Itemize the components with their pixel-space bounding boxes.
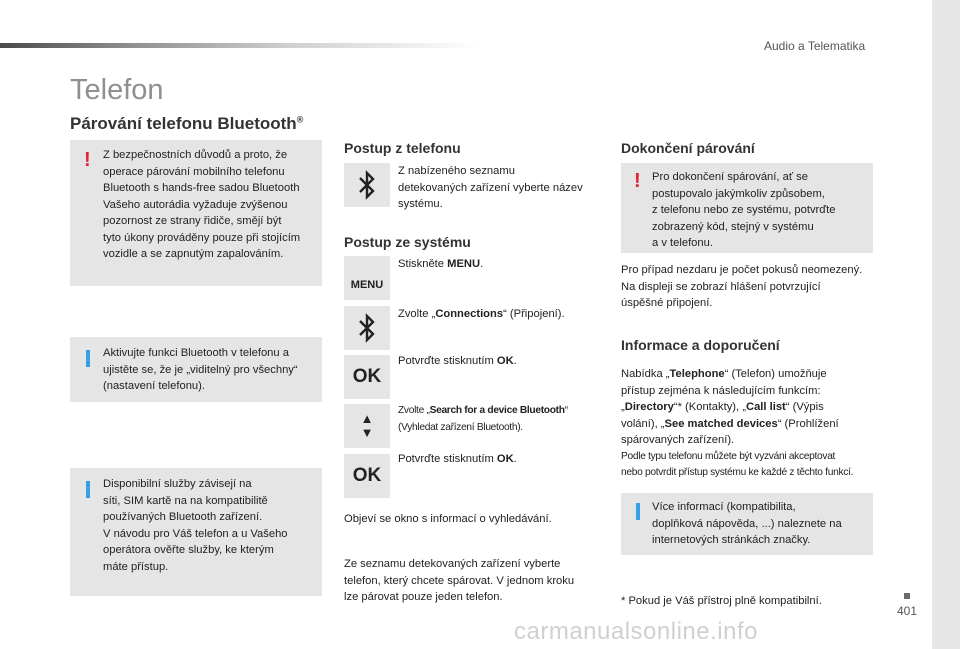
- info-line: používaných Bluetooth zařízení.: [103, 511, 263, 523]
- warning-line: zobrazený kód, stejný v systému: [652, 220, 814, 233]
- step-line: detekovaných zařízení vyberte název: [398, 181, 583, 194]
- step4-text: [398, 403, 608, 436]
- info-line: ujistěte se, že je „viditelný pro všechny“: [103, 363, 298, 376]
- step-keyword: Connections: [435, 308, 504, 320]
- step-keyword: MENU: [447, 258, 481, 270]
- page-edge-strip: [932, 0, 960, 649]
- info-line: doplňková nápověda, ...) naleznete na: [652, 517, 842, 530]
- warning-icon: !: [634, 170, 641, 192]
- keyword: Call list: [745, 401, 786, 413]
- info-text-services: [103, 476, 318, 575]
- para-line: úspěšné připojení.: [621, 297, 713, 309]
- bluetooth-glyph: [356, 170, 378, 200]
- info-text-bluetooth: [103, 345, 318, 395]
- page-marker: [904, 593, 910, 599]
- text-part: “ (Telefon) umožňuje: [724, 368, 827, 380]
- heading-info-recommendations: Informace a doporučení: [621, 337, 780, 353]
- text-part: „: [621, 401, 625, 413]
- step-text-part: Zvolte „: [398, 405, 430, 416]
- info-line-2: přístup zejména k následujícím funkcím:: [621, 384, 821, 397]
- warning-line: pozornost ze strany řidiče, smějí být: [103, 215, 282, 227]
- step-keyword: OK: [496, 453, 514, 465]
- warning-line: Pro dokončení spárování, ať se: [652, 171, 808, 183]
- info-text-website: [652, 499, 867, 549]
- step1-text: [398, 256, 483, 273]
- arrows-glyph: [361, 412, 374, 440]
- info-line: (nastavení telefonu).: [103, 380, 205, 392]
- step-text-part: .: [513, 355, 517, 367]
- warning-line: operace párování mobilního telefonu: [103, 165, 285, 178]
- step3-text: [398, 353, 517, 370]
- step-text-part: Zvolte „: [398, 308, 436, 320]
- select-phone-note: [344, 556, 604, 606]
- warning-line: vozidle a se zapnutým zapalováním.: [103, 248, 284, 260]
- info-line: Disponibilní služby závisejí na: [103, 478, 252, 490]
- para-line: Na displeji se zobrazí hlášení potvrzující: [621, 280, 821, 293]
- warning-line: z telefonu nebo ze systému, potvrďte: [652, 204, 836, 216]
- para-line: Ze seznamu detekovaných zařízení vyberte: [344, 558, 561, 570]
- info-icon: [636, 503, 640, 520]
- step-line: systému.: [398, 198, 443, 210]
- keyword: Telephone: [669, 368, 725, 380]
- step-text-part: “: [564, 405, 568, 416]
- text-part: volání), „: [621, 417, 665, 430]
- step2-text: [398, 306, 565, 323]
- step4-line1: [398, 403, 608, 420]
- step-text-part: “ (Připojení).: [503, 308, 565, 320]
- info-line: máte přístup.: [103, 560, 169, 573]
- info-line: V návodu pro Váš telefon a u Vašeho: [103, 527, 288, 540]
- para-line: lze párovat pouze jeden telefon.: [344, 591, 503, 603]
- section-heading-text: Párování telefonu Bluetooth: [70, 114, 297, 133]
- registered-mark: ®: [296, 114, 304, 125]
- telephone-menu-info: [621, 366, 886, 482]
- ok-button-icon: [344, 355, 390, 399]
- ok-glyph: OK: [352, 366, 382, 387]
- section-label: Audio a Telematika: [764, 39, 866, 53]
- step-text-part: .: [513, 453, 517, 465]
- step-text-part: Stiskněte: [398, 258, 448, 270]
- info-line-5: spárovaných zařízení).: [621, 434, 735, 446]
- keyword: Directory: [624, 401, 674, 413]
- warning-line: Vašeho autorádia vyžaduje zvýšenou: [103, 198, 288, 211]
- ok-button-icon: [344, 454, 390, 498]
- warning-line: tyto úkony prováděny pouze při stojícím: [103, 231, 301, 244]
- info-line-1: [621, 366, 886, 383]
- bluetooth-glyph: [356, 313, 378, 343]
- info-line: operátora ověřte služby, ke kterým: [103, 544, 274, 556]
- info-line-6: Podle typu telefonu můžete být vyzváni akceptovat: [621, 450, 836, 462]
- down-arrow-icon: ▼: [360, 425, 374, 440]
- info-line: internetových stránkách značky.: [652, 534, 811, 546]
- step-keyword: Search for a device Bluetooth: [429, 405, 565, 416]
- step-text-part: .: [480, 258, 484, 270]
- header-gradient-bar: [0, 43, 480, 48]
- info-line-7: nebo potvrdit přístup systému ke každé z těchto funkcí.: [621, 467, 854, 478]
- menu-button-icon: [344, 256, 390, 300]
- info-icon: [86, 481, 90, 498]
- text-part: “* (Kontakty), „: [673, 401, 746, 413]
- finish-warning-text: [652, 169, 867, 252]
- heading-system-procedure: Postup ze systému: [344, 234, 471, 250]
- step4-line2: (Vyhledat zařízení Bluetooth).: [398, 421, 523, 433]
- up-down-arrows-icon: [344, 404, 390, 448]
- menu-glyph: MENU: [350, 279, 384, 291]
- info-line-3: [621, 399, 886, 416]
- failure-note: [621, 262, 886, 312]
- footnote: * Pokud je Váš přístroj plně kompatibilní.: [621, 595, 822, 607]
- page-number: 401: [897, 604, 918, 618]
- warning-text: [103, 147, 318, 263]
- page-title: Telefon: [70, 74, 164, 106]
- step5-text: [398, 451, 517, 468]
- step-line: Z nabízeného seznamu: [398, 165, 515, 177]
- heading-phone-procedure: Postup z telefonu: [344, 140, 461, 156]
- info-line-4: [621, 416, 886, 433]
- info-line: Více informací (kompatibilita,: [652, 501, 796, 513]
- warning-line: a v telefonu.: [652, 237, 713, 249]
- section-heading: [70, 114, 303, 134]
- info-line: síti, SIM kartě na na kompatibilitě: [103, 494, 268, 507]
- para-line: Pro případ nezdaru je počet pokusů neomezený.: [621, 264, 863, 276]
- text-part: Nabídka „: [621, 368, 670, 380]
- step-text-part: Potvrďte stisknutím: [398, 355, 497, 367]
- watermark: carmanualsonline.info: [514, 618, 758, 645]
- ok-glyph: OK: [352, 465, 382, 486]
- phone-step-text: [398, 163, 603, 213]
- step-keyword: OK: [496, 355, 514, 367]
- info-line: Aktivujte funkci Bluetooth v telefonu a: [103, 347, 289, 359]
- keyword: See matched devices: [664, 417, 778, 430]
- warning-line: postupovalo jakýmkoliv způsobem,: [652, 187, 825, 200]
- heading-finish-pairing: Dokončení párování: [621, 140, 755, 156]
- bluetooth-icon: [344, 306, 390, 350]
- warning-line: Bluetooth s hands-free sadou Bluetooth: [103, 182, 300, 194]
- info-icon: [86, 350, 90, 367]
- search-window-note: Objeví se okno s informací o vyhledávání.: [344, 513, 552, 525]
- up-arrow-icon: ▲: [360, 411, 374, 426]
- text-part: “ (Výpis: [785, 401, 824, 413]
- text-part: “ (Prohlížení: [777, 417, 839, 430]
- para-line: telefon, který chcete spárovat. V jednom kroku: [344, 574, 575, 587]
- step-text-part: Potvrďte stisknutím: [398, 453, 497, 465]
- warning-line: Z bezpečnostních důvodů a proto, že: [103, 149, 288, 161]
- bluetooth-icon: [344, 163, 390, 207]
- warning-icon: !: [84, 149, 91, 171]
